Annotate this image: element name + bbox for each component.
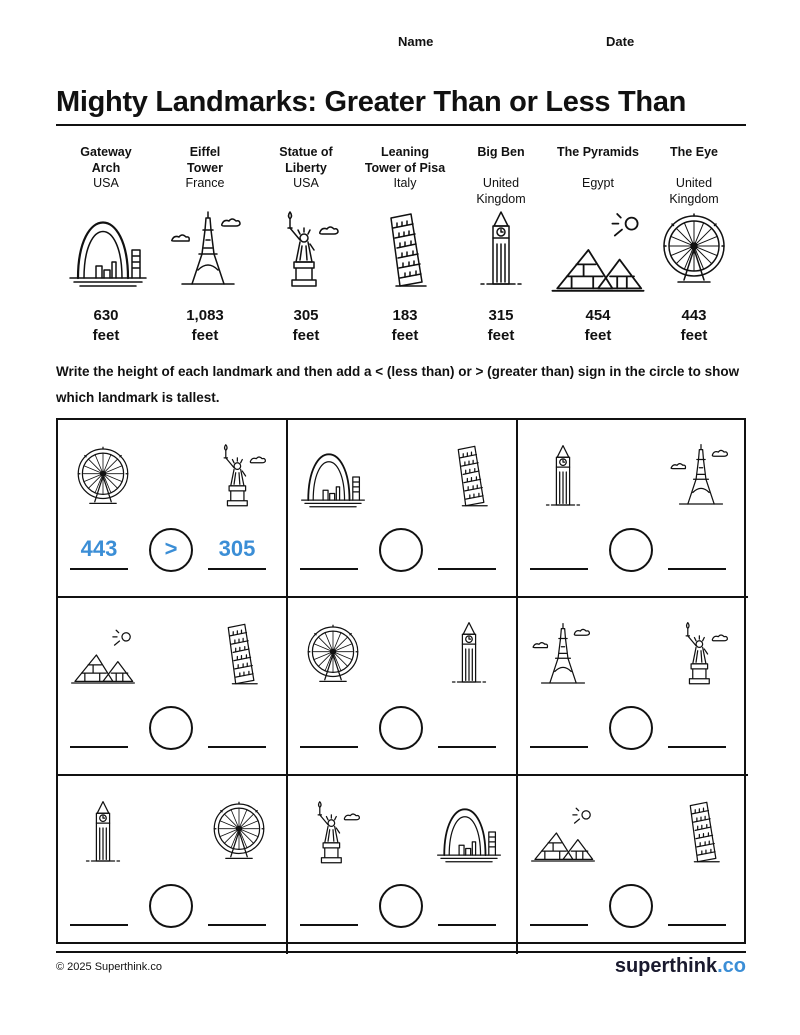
brand-logo[interactable]: [615, 955, 746, 978]
landmark-country: France: [185, 176, 225, 190]
pyramids-icon: [530, 798, 596, 868]
title-divider: [56, 124, 746, 126]
landmark-gateway-arch: [54, 145, 158, 192]
eiffel-icon: [168, 200, 248, 300]
arch-icon: [68, 200, 148, 300]
instructions: Write the height of each landmark and then add a < (less than) or > (greater than) sign in the circle to show which landmark is tallest.: [56, 364, 740, 405]
answer-blank-left[interactable]: [530, 746, 588, 748]
problem-cell: [518, 776, 748, 954]
statue-icon: [300, 798, 366, 868]
clock-tower-icon: [436, 616, 502, 692]
problem-cell-example: [58, 420, 288, 598]
problem-cell: [288, 420, 518, 598]
comparison-circle[interactable]: >: [149, 528, 193, 572]
clock-tower-icon: [530, 442, 596, 512]
landmark-the-eye: [642, 145, 746, 207]
answer-blank-left[interactable]: [300, 568, 358, 570]
example-right-answer: 305: [218, 536, 256, 561]
eiffel-icon: [668, 438, 734, 514]
answer-blank-right[interactable]: [208, 746, 266, 748]
brand-name: superthink: [614, 955, 718, 977]
answer-blank-right[interactable]: [438, 924, 496, 926]
arch-icon: [436, 794, 502, 870]
landmark-height: 183 feet: [391, 307, 419, 344]
landmark-name: The Pyramids: [557, 145, 639, 159]
eiffel-icon: [530, 620, 596, 690]
leaning-tower-icon: [364, 200, 444, 300]
landmark-eiffel-tower: [153, 145, 257, 192]
landmark-country: United Kingdom: [476, 176, 526, 206]
pyramids-icon: [70, 620, 136, 690]
landmark-height: 315 feet: [487, 307, 515, 344]
landmark-country: USA: [293, 176, 319, 190]
problem-cell: [288, 776, 518, 954]
ferris-wheel-icon: [654, 200, 734, 300]
landmark-country: Egypt: [582, 176, 614, 190]
answer-blank-left[interactable]: [300, 746, 358, 748]
brand-tld: .co: [717, 955, 746, 977]
landmark-name: The Eye: [670, 145, 718, 159]
answer-blank-left[interactable]: [300, 924, 358, 926]
comparison-circle[interactable]: [379, 884, 423, 928]
comparison-circle[interactable]: [149, 884, 193, 928]
leaning-tower-icon: [206, 616, 272, 692]
copyright: © 2025 Superthink.co: [56, 961, 162, 973]
landmark-country: Italy: [393, 176, 417, 190]
clock-tower-icon: [461, 200, 541, 300]
problem-cell: [518, 598, 748, 776]
comparison-circle[interactable]: [609, 706, 653, 750]
ferris-wheel-icon: [206, 794, 272, 870]
page-title: Mighty Landmarks: Greater Than or Less Than: [56, 86, 687, 118]
landmark-country: United Kingdom: [669, 176, 719, 206]
landmark-height: 454 feet: [584, 307, 612, 344]
answer-blank-right[interactable]: [208, 568, 266, 570]
name-label: Name: [398, 34, 434, 49]
pyramids-icon: [550, 200, 646, 300]
example-left-answer: 443: [80, 536, 118, 561]
arch-icon: [300, 442, 366, 512]
comparison-circle[interactable]: [609, 884, 653, 928]
ferris-wheel-icon: [300, 620, 366, 690]
footer-divider: [56, 951, 746, 953]
landmark-country: USA: [93, 176, 119, 190]
landmark-height: 1,083 feet: [186, 307, 224, 344]
comparison-circle[interactable]: [379, 528, 423, 572]
landmark-height: 305 feet: [292, 307, 320, 344]
landmark-leaning-tower: [353, 145, 457, 192]
landmark-name: Gateway Arch: [80, 145, 132, 175]
landmark-name: Leaning Tower of Pisa: [364, 145, 446, 175]
clock-tower-icon: [70, 798, 136, 868]
comparison-grid: [56, 418, 746, 944]
answer-blank-right[interactable]: [668, 924, 726, 926]
statue-icon: [266, 200, 346, 300]
problem-cell: [58, 776, 288, 954]
landmark-big-ben: [449, 145, 553, 207]
leaning-tower-icon: [436, 438, 502, 514]
answer-blank-left[interactable]: [70, 746, 128, 748]
answer-blank-left[interactable]: [70, 924, 128, 926]
landmark-name: Big Ben: [477, 145, 525, 159]
problem-cell: [518, 420, 748, 598]
statue-icon: [206, 438, 272, 514]
ferris-wheel-icon: [70, 442, 136, 512]
problem-cell: [288, 598, 518, 776]
answer-blank-right[interactable]: [668, 746, 726, 748]
comparison-circle[interactable]: [149, 706, 193, 750]
answer-blank-left[interactable]: [70, 568, 128, 570]
answer-blank-left[interactable]: [530, 924, 588, 926]
date-label: Date: [606, 34, 635, 49]
problem-cell: [58, 598, 288, 776]
answer-blank-right[interactable]: [438, 568, 496, 570]
comparison-circle[interactable]: [609, 528, 653, 572]
answer-blank-right[interactable]: [208, 924, 266, 926]
answer-blank-right[interactable]: [668, 568, 726, 570]
landmark-pyramids: [546, 145, 650, 192]
leaning-tower-icon: [668, 794, 734, 870]
landmark-name: Eiffel Tower: [187, 145, 223, 175]
landmark-name: Statue of Liberty: [279, 145, 333, 175]
statue-icon: [668, 616, 734, 692]
landmark-statue-of-liberty: [254, 145, 358, 192]
answer-blank-left[interactable]: [530, 568, 588, 570]
landmark-height: 443 feet: [680, 307, 708, 344]
landmark-height: 630 feet: [92, 307, 120, 344]
comparison-circle[interactable]: [379, 706, 423, 750]
answer-blank-right[interactable]: [438, 746, 496, 748]
